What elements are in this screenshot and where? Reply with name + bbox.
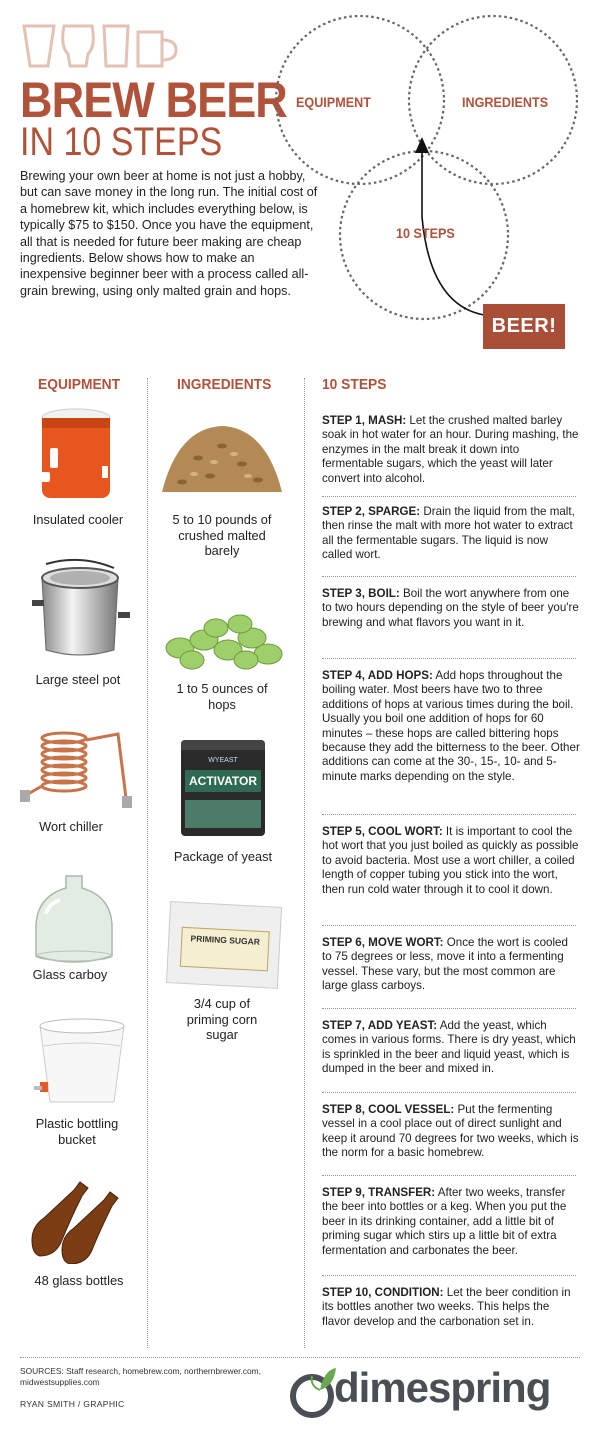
step-title: STEP 3, BOIL: — [322, 587, 400, 600]
malted-barley-image — [158, 418, 286, 498]
ingredient-item-label: 1 to 5 ounces of hops — [176, 681, 268, 712]
glass-bottles-image — [26, 1170, 126, 1264]
column-header-ingredients: INGREDIENTS — [177, 376, 272, 393]
beer-glasses-icon — [20, 22, 180, 70]
step-8 — [322, 1103, 580, 1161]
step-separator — [322, 1092, 576, 1093]
step-text: It is important to cool the hot wort that you just boiled as quickly as possible to avoid bacteria. Most use a wort chiller, a coiled length of copper tubing you stick into the wort, then run cold water through it to cool it down. — [322, 825, 579, 896]
step-text: Let the crushed malted barley soak in hot water for an hour. During mashing, the enzymes in the malt break it down into fermentable sugars, which the yeast will later convert into alcohol. — [322, 414, 579, 485]
step-text: Add hops throughout the boiling water. Most beers have two to three additions of hops at various times during the boil. Usually you boil one addition of hops for 60 minutes – these hops are called bittering hops because they add the bitterness to the beer. Other additions can come at the 30-, 15-, 10- and 5-minute marks depending on the style. — [322, 669, 580, 783]
step-title: STEP 4, ADD HOPS: — [322, 669, 433, 682]
glass-carboy-image — [32, 874, 116, 966]
insulated-cooler-image — [32, 408, 114, 504]
step-5 — [322, 825, 580, 897]
yeast-product-label: ACTIVATOR — [185, 770, 261, 792]
column-divider — [304, 378, 305, 1348]
step-separator — [322, 814, 576, 815]
equipment-item-label: Large steel pot — [35, 672, 121, 687]
sources-note: SOURCES: Staff research, homebrew.com, northernbrewer.com, midwestsupplies.com — [20, 1366, 261, 1387]
column-header-steps: 10 STEPS — [322, 376, 387, 393]
step-title: STEP 10, CONDITION: — [322, 1286, 444, 1299]
step-text: Drain the liquid from the malt, then rinse the malt with more hot water to extract all the fermentable sugars. The liquid is now called wort. — [322, 505, 575, 562]
footer-divider — [20, 1357, 580, 1358]
step-9 — [322, 1186, 580, 1258]
step-separator — [322, 925, 576, 926]
equipment-item-label: Insulated cooler — [32, 512, 124, 527]
package-seal — [181, 740, 265, 750]
ingredient-item-label: Package of yeast — [173, 849, 273, 864]
step-text: Once the wort is cooled to 75 degrees or less, move it into a fermenting vessel. These vary, but the most common are large glass carboys. — [322, 936, 568, 993]
step-separator — [322, 1008, 576, 1009]
wort-chiller-image — [18, 728, 138, 810]
venn-label-steps: 10 STEPS — [396, 225, 455, 241]
page-subtitle: IN 10 STEPS — [20, 120, 223, 164]
column-divider — [147, 378, 148, 1348]
intro-paragraph: Brewing your own beer at home is not just a hobby, but can save money in the long run. The initial cost of a homebrew kit, which includes everything below, is typically $75 to $150. Once you have the equipment, all that is needed for future beer making are cheap ingredients. Below shows how to make an inexpensive beginner beer with a process called all-grain brewing, using only malted grain and hops. — [20, 169, 318, 298]
yeast-package-image — [181, 740, 265, 836]
priming-sugar-image — [166, 901, 282, 989]
step-separator — [322, 658, 576, 659]
bottling-bucket-image — [30, 1016, 130, 1108]
hops-image — [160, 610, 286, 672]
ingredient-item-label: 5 to 10 pounds of crushed malted barely — [172, 512, 272, 558]
step-1 — [322, 414, 580, 486]
step-text: Add the yeast, which comes in various forms. There is dry yeast, which is sprinkled in the beer and liquid yeast, which is dumped in the beer and mixed in. — [322, 1019, 576, 1076]
step-text: After two weeks, transfer the beer into bottles or a keg. When you put the beer in its drinking container, add a little bit of priming sugar which stirs up a little bit of extra fermentation and carbonates the beer. — [322, 1186, 567, 1257]
step-separator — [322, 1275, 576, 1276]
step-10 — [322, 1286, 580, 1329]
equipment-item-label: 48 glass bottles — [34, 1273, 124, 1288]
column-header-equipment: EQUIPMENT — [38, 376, 121, 393]
step-title: STEP 2, SPARGE: — [322, 505, 421, 518]
step-title: STEP 6, MOVE WORT: — [322, 936, 444, 949]
venn-label-equipment: EQUIPMENT — [296, 94, 371, 110]
page-title: BREW BEER — [20, 72, 287, 128]
step-6 — [322, 936, 580, 994]
step-separator — [322, 576, 576, 577]
equipment-item-label: Glass carboy — [32, 967, 108, 982]
step-2 — [322, 505, 580, 563]
sugar-product-label: PRIMING SUGAR — [190, 933, 261, 947]
dimespring-logo-text: dimespring — [334, 1364, 551, 1411]
step-title: STEP 7, ADD YEAST: — [322, 1019, 438, 1032]
yeast-brand-label: WYEAST — [208, 757, 238, 764]
step-separator — [322, 496, 576, 497]
step-separator — [322, 1175, 576, 1176]
step-text: Put the fermenting vessel in a cool place out of direct sunlight and keep it around 70 degrees for two weeks, which is the norm for a basic homebrew. — [322, 1103, 579, 1160]
step-4 — [322, 669, 580, 784]
step-title: STEP 1, MASH: — [322, 414, 407, 427]
equipment-item-label: Wort chiller — [39, 819, 103, 834]
step-3 — [322, 587, 580, 630]
step-title: STEP 9, TRANSFER: — [322, 1186, 436, 1199]
package-panel — [185, 800, 261, 828]
step-title: STEP 8, COOL VESSEL: — [322, 1103, 455, 1116]
beer-badge: BEER! — [483, 304, 565, 349]
venn-label-ingredients: INGREDIENTS — [462, 94, 549, 110]
step-7 — [322, 1019, 580, 1077]
steel-pot-image — [28, 558, 134, 662]
venn-arrowhead — [415, 137, 429, 153]
dimespring-logo-icon — [290, 1366, 338, 1420]
step-text: Boil the wort anywhere from one to two hours depending on the style of beer you're brewing and what flavors you want in it. — [322, 587, 579, 629]
step-text: Let the beer condition in its bottles another two weeks. This helps the flavor develop and the carbonation set in. — [322, 1286, 571, 1328]
step-title: STEP 5, COOL WORT: — [322, 825, 443, 838]
graphic-credit: RYAN SMITH / GRAPHIC — [20, 1399, 125, 1409]
ingredient-item-label: 3/4 cup of priming corn sugar — [186, 996, 258, 1042]
equipment-item-label: Plastic bottling bucket — [35, 1116, 119, 1147]
